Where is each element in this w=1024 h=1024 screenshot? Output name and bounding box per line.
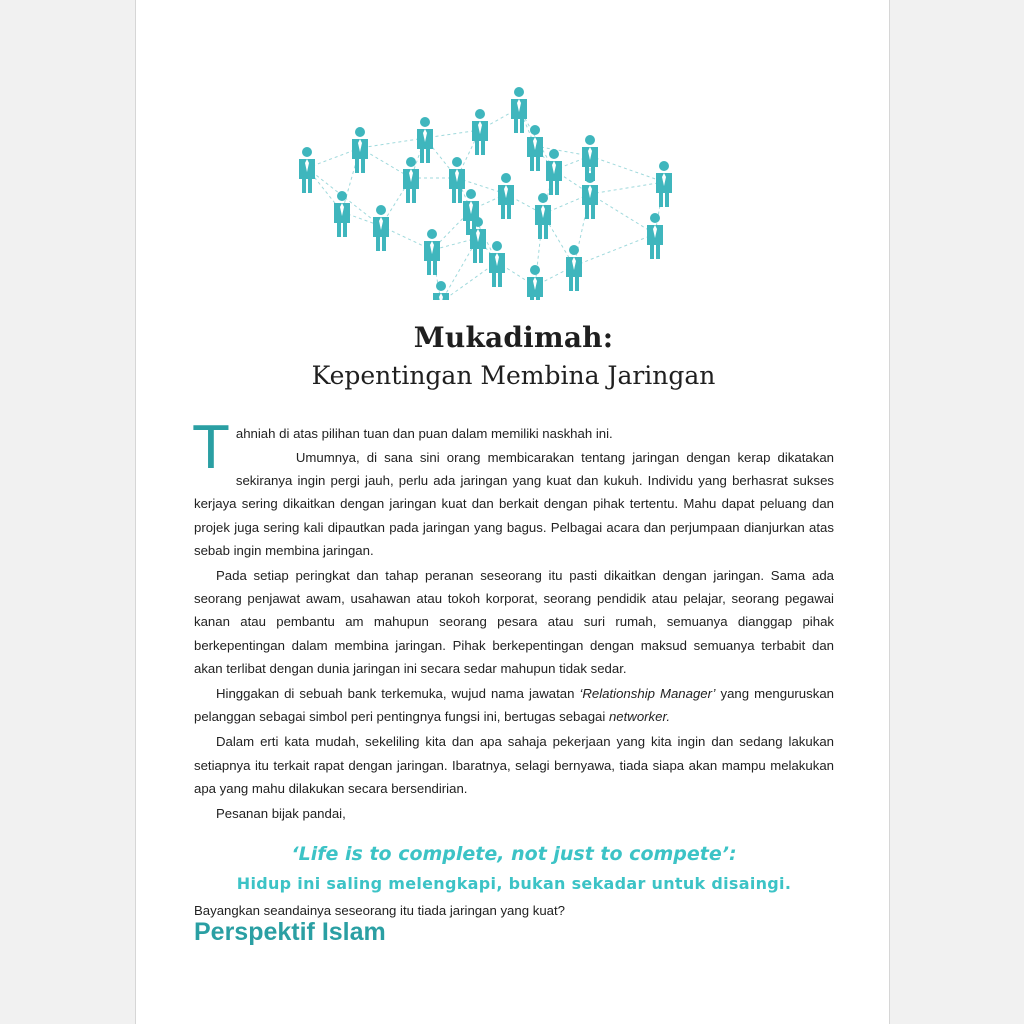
- document-page: [135, 0, 890, 1024]
- paragraph-3: Pada setiap peringkat dan tahap peranan seseorang itu pasti dikaitkan dengan jaringan. Sama ada seorang penjawat awam, usahawan atau tokoh korporat, seorang pendidik atau pelajar, seorang pegawai kanan atau pembantu am mahupun seorang pesara atau suri rumah, semuanya dianggap pihak berkepentingan dalam membina jaringan. Pihak berkepentingan dengan maksud semuanya terbabit dan akan terlibat dengan dunia jaringan ini secara sedar mahupun tidak sedar.: [194, 568, 834, 676]
- network-link: [425, 130, 480, 138]
- person-icon: [299, 147, 315, 193]
- relationship-manager-term: ‘Relationship Manager’: [579, 686, 716, 702]
- person-icon: [417, 117, 433, 163]
- person-icon: [449, 157, 465, 203]
- person-icon: [647, 213, 663, 259]
- person-icon: [403, 157, 419, 203]
- paragraph-1-text: ahniah di atas pilihan tuan dan puan dalam memiliki naskhah ini.: [235, 426, 613, 441]
- person-icon: [527, 265, 543, 300]
- paragraph-4-a: Hinggakan di sebuah bank terkemuka, wujud nama jawatan: [216, 686, 580, 702]
- person-icon: [463, 189, 479, 235]
- person-icon: [511, 87, 527, 133]
- paragraph-1: [192, 413, 834, 482]
- person-icon: [656, 161, 672, 207]
- network-link: [590, 182, 664, 194]
- person-icon: [546, 149, 562, 195]
- person-icon: [433, 281, 449, 300]
- person-icon: [498, 173, 514, 219]
- network-link: [441, 262, 497, 300]
- network-link: [574, 234, 655, 266]
- title-block: [136, 318, 891, 394]
- person-icon: [373, 205, 389, 251]
- person-icon: [566, 245, 582, 291]
- network-link: [590, 194, 655, 234]
- section-heading: Perspektif Islam: [194, 918, 386, 946]
- networker-term: networker.: [608, 709, 671, 725]
- drop-cap: T: [192, 413, 230, 482]
- page-subtitle: Kepentingan Membina Jaringan: [311, 361, 716, 390]
- paragraph-7: Bayangkan seandainya seseorang itu tiada jaringan yang kuat?: [194, 903, 565, 919]
- quote-english: ‘Life is to complete, not just to compete’:: [291, 843, 737, 866]
- paragraph-4-c: yang menguruskan pelanggan sebagai simbol peri pentingnya fungsi ini, bertugas sebagai: [194, 686, 834, 725]
- quote-malay: Hidup ini saling melengkapi, bukan sekadar untuk disaingi.: [236, 874, 792, 894]
- person-icon: [489, 241, 505, 287]
- person-icon: [472, 109, 488, 155]
- paragraph-6: Pesanan bijak pandai,: [216, 806, 346, 822]
- person-icon: [424, 229, 440, 275]
- person-icon: [582, 173, 598, 219]
- paragraph-4: [194, 682, 834, 728]
- person-icon: [334, 191, 350, 237]
- network-link: [590, 156, 664, 182]
- page-title: Mukadimah:: [413, 321, 614, 354]
- people-network-icon: [296, 68, 736, 300]
- network-link: [360, 138, 425, 148]
- body-text: [192, 413, 834, 922]
- paragraph-2: Umumnya, di sana sini orang membicarakan tentang jaringan dengan kerap dikatakan sekiranya ingin pergi jauh, perlu ada jaringan yang kuat dan kukuh. Individu yang berhasrat sukses kerjaya sering dikaitkan dengan jaringan kuat dan berkait dengan pihak tertentu. Mahu dapat peluang dan projek juga sering kali dipautkan pada jaringan yang bagus. Pelbagai acara dan perjumpaan dianjurkan atas sebab ingin membina jaringan.: [194, 450, 834, 558]
- person-icon: [535, 193, 551, 239]
- paragraph-5: Dalam erti kata mudah, sekeliling kita dan apa sahaja pekerjaan yang kita ingin dan sedang lakukan setiapnya itu terkait rapat dengan jaringan. Ibaratnya, selagi bernyawa, tiada siapa akan mampu melakukan apa yang mahu dilakukan secara bersendirian.: [194, 734, 834, 796]
